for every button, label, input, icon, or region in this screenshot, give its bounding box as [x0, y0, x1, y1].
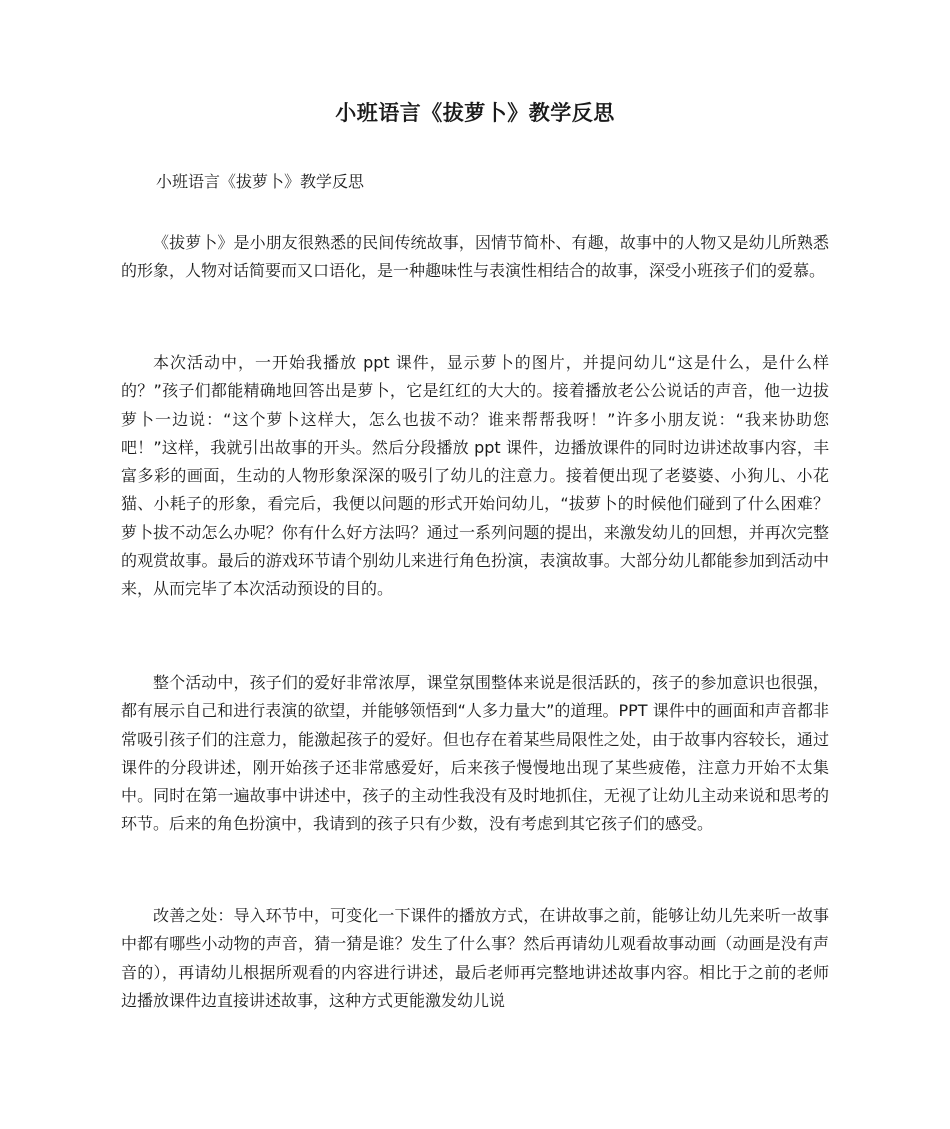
paragraph-improvement: 改善之处：导入环节中，可变化一下课件的播放方式，在讲故事之前，能够让幼儿先来听一故事中都有哪些小动物的声音，猜一猜是谁？发生了什么事？然后再请幼儿观看故事动画（动画是没有声音的），再请幼儿根据所观看的内容进行讲述，最后老师再完整地讲述故事内容。相比于之前的老师边播放课件边直接讲述故事，这种方式更能激发幼儿说 [121, 906, 829, 1010]
paragraph-reflection: 整个活动中，孩子们的爱好非常浓厚，课堂氛围整体来说是很活跃的，孩子的参加意识也很强，都有展示自己和进行表演的欲望，并能够领悟到“人多力量大”的道理。PPT 课件中的画面和声音都非常吸引孩子们的注意力，能激起孩子的爱好。但也存在着某些局限性之处，由于故事内容较长，通过课件的分段讲述，刚开始孩子还非常感爱好，后来孩子慢慢地出现了某些疲倦，注意力开始不太集中。同时在第一遍故事中讲述中，孩子的主动性我没有及时地抓住，无视了让幼儿主动来说和思考的环节。后来的角色扮演中，我请到的孩子只有少数，没有考虑到其它孩子们的感受。 [121, 673, 829, 834]
document-title: 小班语言《拔萝卜》教学反思 [335, 101, 615, 125]
paragraph-activity: 本次活动中，一开始我播放 ppt 课件，显示萝卜的图片，并提问幼儿“这是什么，是什么样的？”孩子们都能精确地回答出是萝卜，它是红红的大大的。接着播放老公公说话的声音，他一边拔萝卜一边说：“这个萝卜这样大，怎么也拔不动？谁来帮帮我呀！”许多小朋友说：“我来协助您吧！”这样，我就引出故事的开头。然后分段播放 ppt 课件，边播放课件的同时边讲述故事内容，丰富多彩的画面，生动的人物形象深深的吸引了幼儿的注意力。接着便出现了老婆婆、小狗儿、小花猫、小耗子的形象，看完后，我便以问题的形式开始问幼儿，“拔萝卜的时候他们碰到了什么困难？萝卜拔不动怎么办呢？你有什么好方法吗？通过一系列问题的提出，来激发幼儿的回想，并再次完整的观赏故事。最后的游戏环节请个别幼儿来进行角色扮演，表演故事。大部分幼儿都能参加到活动中来，从而完毕了本次活动预设的目的。 [121, 353, 829, 599]
paragraph-intro: 《拔萝卜》是小朋友很熟悉的民间传统故事，因情节简朴、有趣，故事中的人物又是幼儿所熟悉的形象，人物对话简要而又口语化，是一种趣味性与表演性相结合的故事，深受小班孩子们的爱慕。 [121, 233, 829, 281]
document-subtitle: 小班语言《拔萝卜》教学反思 [156, 172, 365, 191]
